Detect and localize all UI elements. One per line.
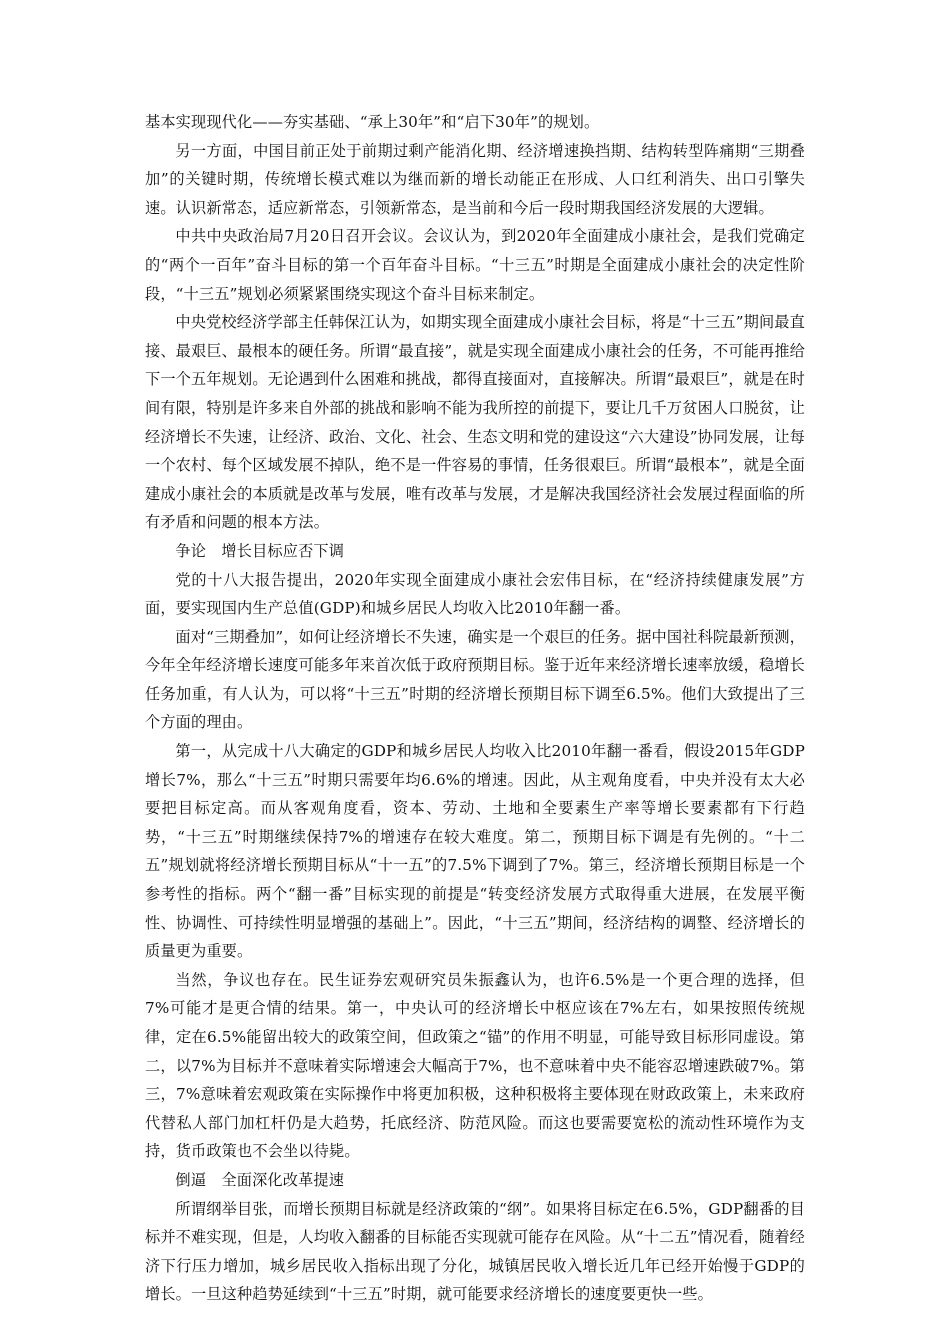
paragraph-growth-target: 所谓纲举目张，而增长预期目标就是经济政策的“纲”。如果将目标定在6.5%，GDP翻番的目标并不难实现，但是，人均收入翻番的目标能否实现就可能存在风险。从“十二五”情况看，随着经济下行压力增加，城乡居民收入指标出现了分化，城镇居民收入增长近几年已经开始慢于GDP的增长。一旦这种趋势延续到“十三五”时期，就可能要求经济增长的速度要更快一些。 [145, 1199, 806, 1304]
paragraph-eighteenth-congress: 党的十八大报告提出，2020年实现全面建成小康社会宏伟目标，在“经济持续健康发展”方面，要实现国内生产总值(GDP)和城乡居民人均收入比2010年翻一番。 [145, 570, 805, 618]
paragraph-new-normal: 另一方面，中国目前正处于前期过剩产能消化期、经济增速换挡期、结构转型阵痛期“三期叠加”的关键时期，传统增长模式难以为继而新的增长动能正在形成、人口红利消失、出口引擎失速。认识新常态，适应新常态，引领新常态，是当前和今后一段时期我国经济发展的大逻辑。 [145, 141, 805, 217]
section-heading-reform: 倒逼 全面深化改革提速 [175, 1170, 345, 1189]
paragraph-zhu-zhenxin: 当然，争议也存在。民生证券宏观研究员朱振鑫认为，也许6.5%是一个更合理的选择，但7%可能才是更合情的结果。第一，中央认可的经济增长中枢应该在7%左右，如果按照传统规律，定在6.5%能留出较大的政策空间，但政策之“锚”的作用不明显，可能导致目标形同虚设。第二，以7%为目标并不意味着实际增速会大幅高于7%，也不意味着中央不能容忍增速跌破7%。第三，7%意味着宏观政策在实际操作中将更加积极，这种积极将主要体现在财政政策上，未来政府代替私人部门加杠杆仍是大趋势，托底经济、防范风险。而这也要需要宽松的流动性环境作为支持，货币政策也不会坐以待毙。 [145, 970, 805, 1161]
paragraph-three-overlapping-periods: 面对“三期叠加”，如何让经济增长不失速，确实是一个艰巨的任务。据中国社科院最新预测，今年全年经济增长速度可能多年来首次低于政府预期目标。鉴于近年来经济增长速率放缓，稳增长任务加重，有人认为，可以将“十三五”时期的经济增长预期目标下调至6.5%。他们大致提出了三个方面的理由。 [145, 627, 805, 732]
section-heading-debate: 争论 增长目标应否下调 [175, 541, 345, 560]
paragraph-han-baojiang: 中央党校经济学部主任韩保江认为，如期实现全面建成小康社会目标，将是“十三五”期间最直接、最艰巨、最根本的硬任务。所谓“最直接”，就是实现全面建成小康社会的任务，不可能再推给下一个五年规划。无论遇到什么困难和挑战，都得直接面对，直接解决。所谓“最艰巨”，就是在时间有限，特别是许多来自外部的挑战和影响不能为我所控的前提下，要让几千万贫困人口脱贫，让经济增长不失速，让经济、政治、文化、社会、生态文明和党的建设这“六大建设”协同发展，让每一个农村、每个区域发展不掉队，绝不是一件容易的事情，任务很艰巨。所谓“最根本”，就是全面建成小康社会的本质就是改革与发展，唯有改革与发展，才是解决我国经济社会发展过程面临的所有矛盾和问题的根本方法。 [145, 313, 806, 532]
document-body [145, 108, 805, 1309]
paragraph-politburo-meeting: 中共中央政治局7月20日召开会议。会议认为，到2020年全面建成小康社会，是我们党确定的“两个一百年”奋斗目标的第一个百年奋斗目标。“十三五”时期是全面建成小康社会的决定性阶段，“十三五”规划必须紧紧围绕实现这个奋斗目标来制定。 [145, 227, 805, 303]
paragraph-three-reasons: 第一，从完成十八大确定的GDP和城乡居民人均收入比2010年翻一番看，假设2015年GDP增长7%，那么“十三五”时期只需要年均6.6%的增速。因此，从主观角度看，中央并没有太大必要把目标定高。而从客观角度看，资本、劳动、土地和全要素生产率等增长要素都有下行趋势，“十三五”时期继续保持7%的增速存在较大难度。第二，预期目标下调是有先例的。“十二五”规划就将经济增长预期目标从“十一五”的7.5%下调到了7%。第三，经济增长预期目标是一个参考性的指标。两个“翻一番”目标实现的前提是“转变经济发展方式取得重大进展，在发展平衡性、协调性、可持续性明显增强的基础上”。因此，“十三五”期间，经济结构的调整、经济增长的质量更为重要。 [145, 742, 805, 961]
paragraph-continuation: 基本实现现代化——夯实基础、“承上30年”和“启下30年”的规划。 [145, 113, 600, 131]
